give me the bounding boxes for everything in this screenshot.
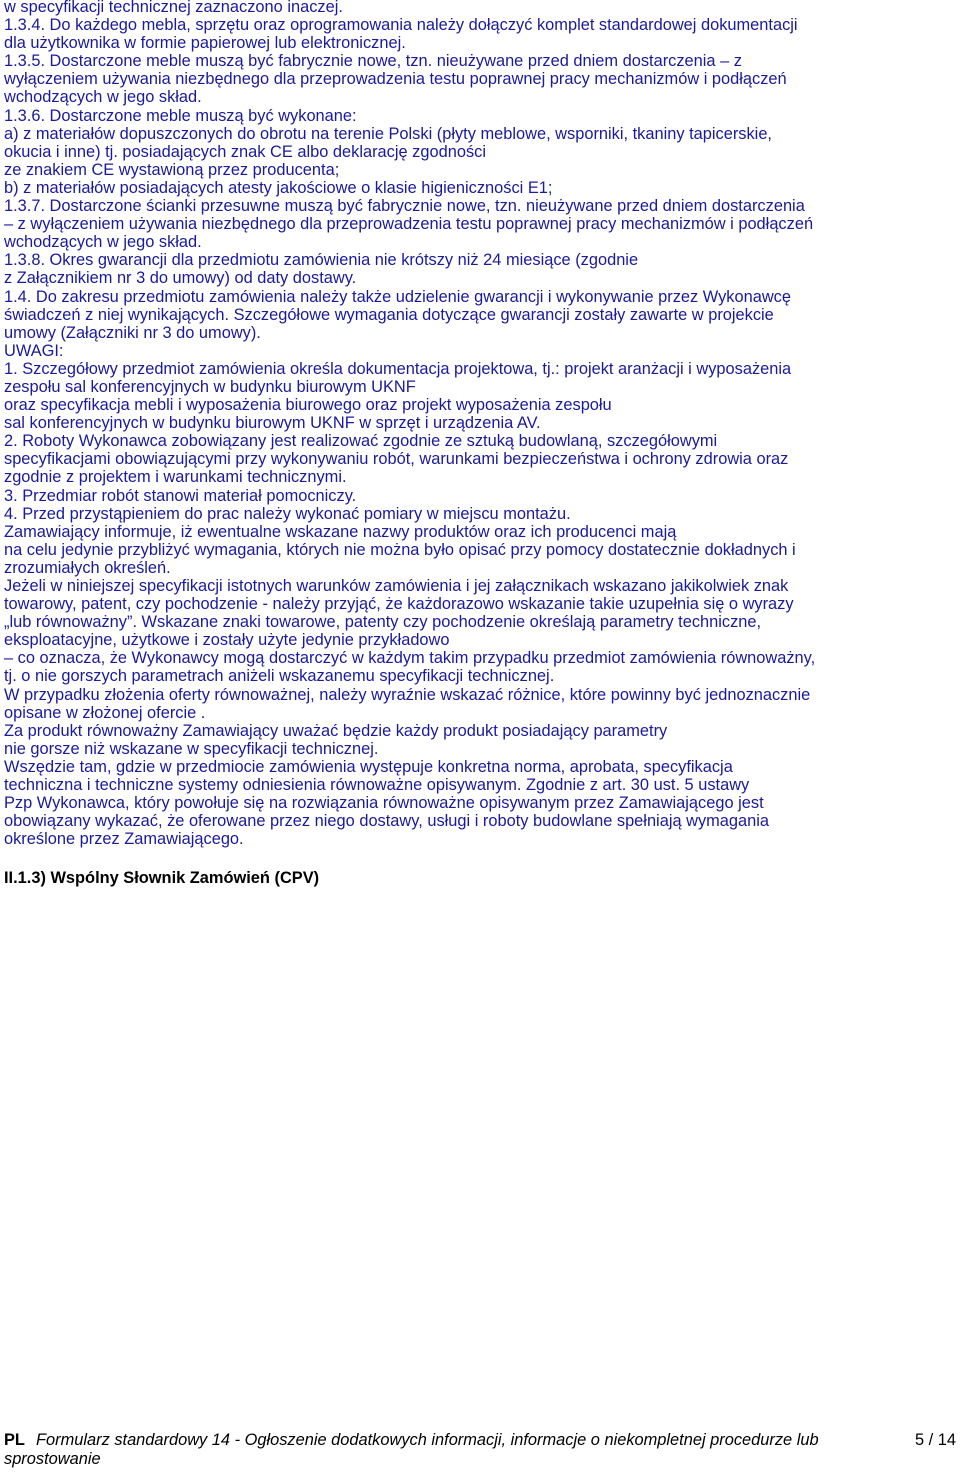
- body-line: techniczna i techniczne systemy odniesienia równoważne opisywanym. Zgodnie z art. 30 ust. 5 ustawy: [4, 776, 750, 795]
- body-line: na celu jedynie przybliżyć wymagania, których nie można było opisać przy pomocy dostatecznie dokładnych i: [4, 540, 796, 559]
- body-line: nie gorsze niż wskazane w specyfikacji technicznej.: [4, 739, 379, 758]
- body-line: zgodnie z projektem i warunkami technicznymi.: [4, 468, 347, 487]
- body-line: – co oznacza, że Wykonawcy mogą dostarczyć w każdym takim przypadku przedmiot zamówienia równoważny,: [4, 649, 816, 668]
- body-line: a) z materiałów dopuszczonych do obrotu na terenie Polski (płyty meblowe, wsporniki, tkaniny tapicerskie,: [4, 124, 772, 143]
- body-line: – z wyłączeniem używania niezbędnego dla przeprowadzenia testu poprawnej pracy mechanizmów i podłączeń: [4, 215, 814, 234]
- body-line: obowiązany wykazać, że oferowane przez niego dostawy, usługi i roboty budowlane spełniają wymagania: [4, 812, 770, 831]
- body-line: 1.3.6. Dostarczone meble muszą być wykonane:: [4, 106, 357, 125]
- body-line: zespołu sal konferencyjnych w budynku biurowym UKNF: [4, 377, 416, 396]
- section-heading-cpv: II.1.3) Wspólny Słownik Zamówień (CPV): [4, 869, 320, 887]
- footer-form-title-continued: sprostowanie: [4, 1449, 101, 1468]
- body-line: 1.3.7. Dostarczone ścianki przesuwne muszą być fabrycznie nowe, tzn. nieużywane przed dniem dostarczenia: [4, 197, 805, 216]
- body-line: 3. Przedmiar robót stanowi materiał pomocniczy.: [4, 486, 357, 505]
- footer-form-title: Formularz standardowy 14 - Ogłoszenie dodatkowych informacji, informacje o niekompletnej procedurze lub: [36, 1431, 819, 1449]
- body-line: wchodzących w jego skład.: [4, 233, 202, 252]
- body-line: 2. Roboty Wykonawca zobowiązany jest realizować zgodnie ze sztuką budowlaną, szczegółowymi: [4, 432, 718, 451]
- body-line: ze znakiem CE wystawioną przez producenta;: [4, 160, 340, 179]
- body-line: Zamawiający informuje, iż ewentualne wskazane nazwy produktów oraz ich producenci mają: [4, 522, 677, 541]
- body-line: towarowy, patent, czy pochodzenie - należy przyjąć, że każdorazowo wskazanie takie uzupełnia się o wyrazy: [4, 595, 794, 614]
- body-line: opisane w złożonej ofercie .: [4, 703, 206, 722]
- body-line: specyfikacjami obowiązującymi przy wykonywaniu robót, warunkami bezpieczeństwa i ochrony zdrowia oraz: [4, 450, 789, 469]
- body-line: z Załącznikiem nr 3 do umowy) od daty dostawy.: [4, 269, 357, 288]
- body-line: b) z materiałów posiadających atesty jakościowe o klasie higieniczności E1;: [4, 178, 553, 197]
- page-number: 5 / 14: [914, 1431, 956, 1449]
- body-line: tj. o nie gorszych parametrach aniżeli wskazanemu specyfikacji technicznej.: [4, 667, 555, 686]
- body-line: W przypadku złożenia oferty równoważnej, należy wyraźnie wskazać różnice, które powinny być jednoznacznie: [4, 685, 811, 704]
- body-line: zrozumiałych określeń.: [4, 558, 171, 577]
- body-line: wyłączeniem używania niezbędnego dla przeprowadzenia testu poprawnej pracy mechanizmów i podłączeń: [4, 70, 787, 89]
- footer-language-code: PL: [4, 1431, 25, 1449]
- body-line: wchodzących w jego skład.: [4, 88, 202, 107]
- body-line: umowy (Załączniki nr 3 do umowy).: [4, 323, 261, 342]
- body-line: w specyfikacji technicznej zaznaczono inaczej.: [4, 0, 343, 16]
- body-line: oraz specyfikacja mebli i wyposażenia biurowego oraz projekt wyposażenia zespołu: [4, 396, 612, 415]
- body-line: 1. Szczegółowy przedmiot zamówienia określa dokumentacja projektowa, tj.: projekt aranżacji i wyposażenia: [4, 359, 792, 378]
- body-line: Wszędzie tam, gdzie w przedmiocie zamówienia występuje konkretna norma, aprobata, specyfikacja: [4, 757, 733, 776]
- body-line: 1.3.4. Do każdego mebla, sprzętu oraz oprogramowania należy dołączyć komplet standardowej dokumentacji: [4, 16, 798, 35]
- body-line: dla użytkownika w formie papierowej lub elektronicznej.: [4, 34, 406, 53]
- body-line: eksploatacyjne, użytkowe i zostały użyte jedynie przykładowo: [4, 631, 450, 650]
- body-line: „lub równoważny”. Wskazane znaki towarowe, patenty czy pochodzenie określają parametry techniczne,: [4, 613, 762, 632]
- body-line: 4. Przed przystąpieniem do prac należy wykonać pomiary w miejscu montażu.: [4, 504, 571, 523]
- body-line: 1.3.8. Okres gwarancji dla przedmiotu zamówienia nie krótszy niż 24 miesiące (zgodnie: [4, 251, 639, 270]
- body-line: świadczeń z niej wynikających. Szczegółowe wymagania dotyczące gwarancji zostały zawarte w projekcie: [4, 305, 774, 324]
- body-line: UWAGI:: [4, 341, 64, 360]
- body-line: 1.3.5. Dostarczone meble muszą być fabrycznie nowe, tzn. nieużywane przed dniem dostarczenia – z: [4, 52, 742, 71]
- body-line: Pzp Wykonawca, który powołuje się na rozwiązania równoważne opisywanym przez Zamawiającego jest: [4, 794, 764, 813]
- body-line: okucia i inne) tj. posiadających znak CE albo deklarację zgodności: [4, 142, 486, 161]
- body-line: określone przez Zamawiającego.: [4, 830, 244, 849]
- body-line: Za produkt równoważny Zamawiający uważać będzie każdy produkt posiadający parametry: [4, 721, 668, 740]
- body-line: Jeżeli w niniejszej specyfikacji istotnych warunków zamówienia i jej załącznikach wskazano jakikolwiek znak: [4, 577, 789, 595]
- body-line: 1.4. Do zakresu przedmiotu zamówienia należy także udzielenie gwarancji i wykonywanie przez Wykonawcę: [4, 287, 791, 306]
- document-body: [4, 0, 956, 848]
- body-line: sal konferencyjnych w budynku biurowym UKNF w sprzęt i urządzenia AV.: [4, 414, 541, 433]
